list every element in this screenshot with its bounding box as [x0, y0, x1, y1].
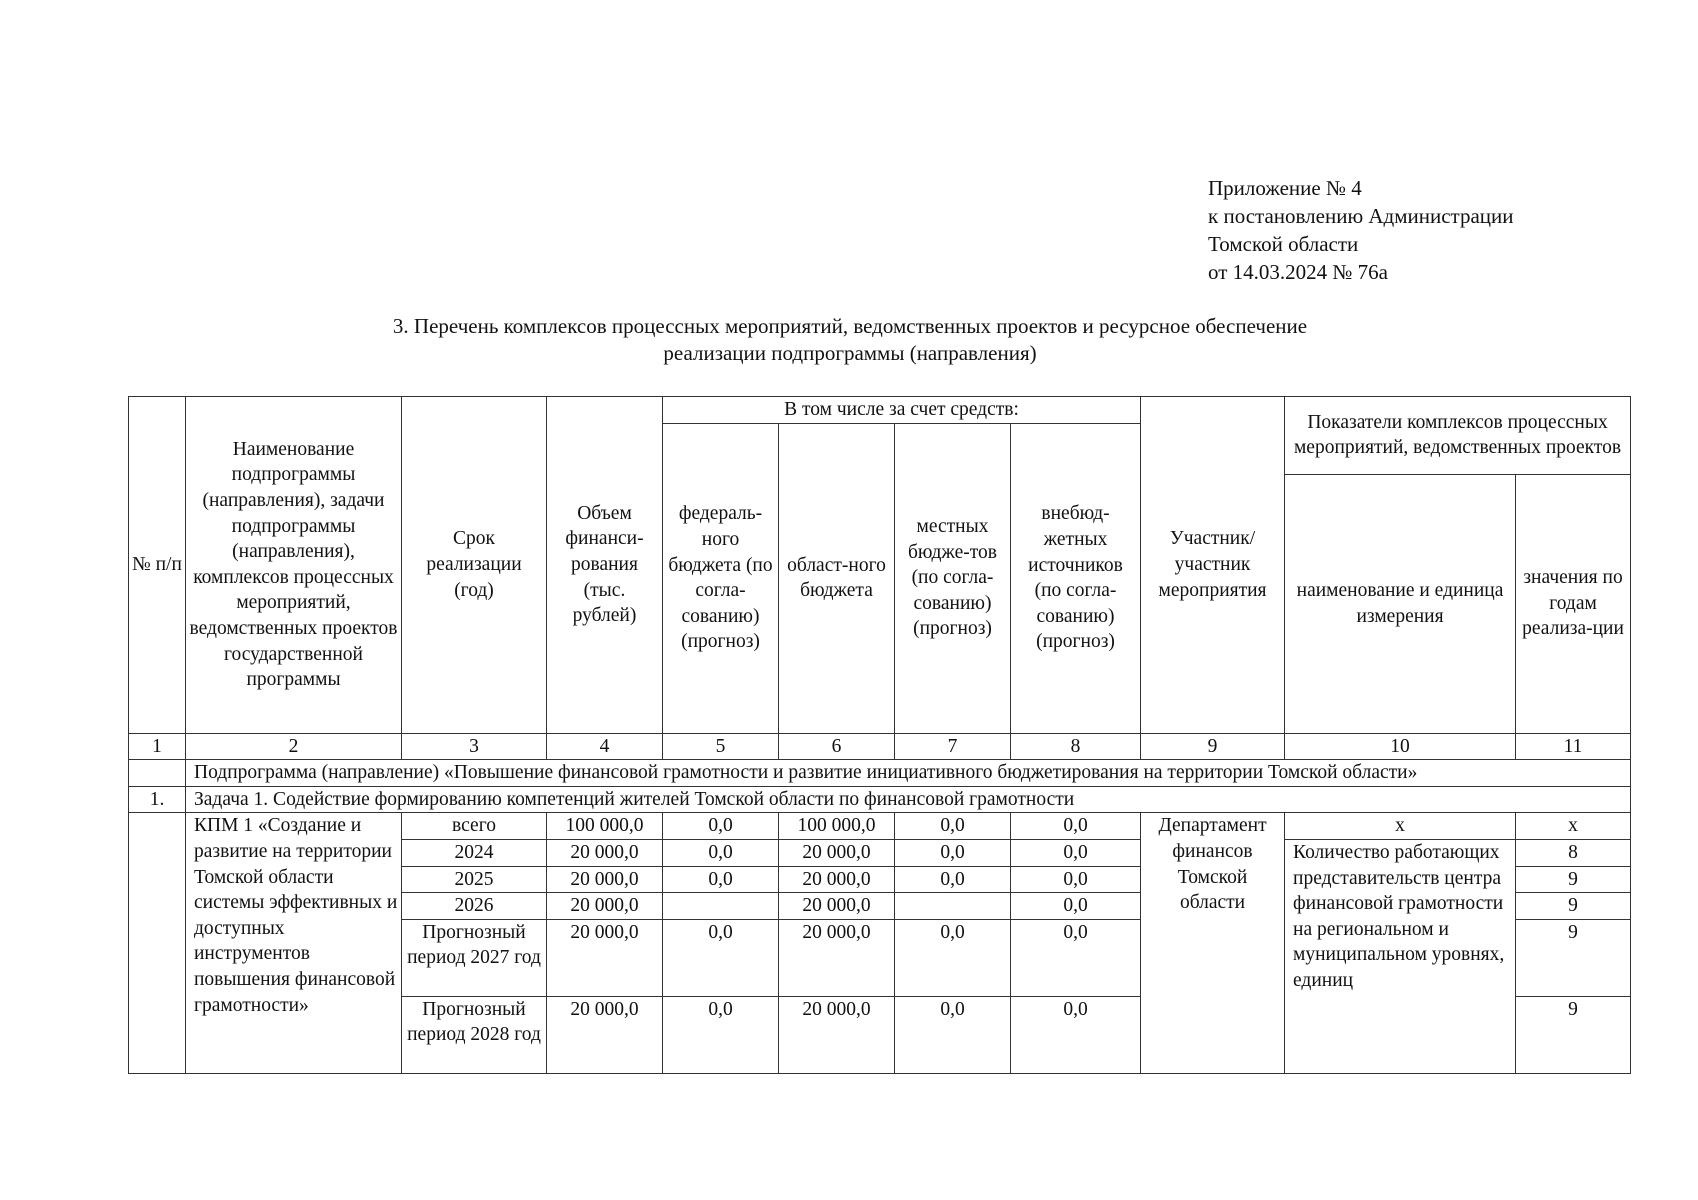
- regional-cell: 20 000,0: [779, 996, 895, 1073]
- indicator-value: 9: [1516, 893, 1631, 920]
- volume-cell: 20 000,0: [547, 839, 663, 866]
- header-federal: федераль-ного бюджета (по согла-сованию) (прогноз): [663, 423, 779, 733]
- local-cell: 0,0: [895, 996, 1011, 1073]
- subprogram-title: Подпрограмма (направление) «Повышение финансовой грамотности и развитие инициативного бюджетирования на территории Томской области»: [186, 760, 1631, 787]
- term-cell: Прогнозный период 2028 год: [402, 996, 547, 1073]
- kpm-name: КПМ 1 «Создание и развитие на территории Томской области системы эффективных и доступных инструментов повышения финансовой грамотности»: [186, 813, 402, 1073]
- indicator-value: 9: [1516, 919, 1631, 996]
- volume-cell: 20 000,0: [547, 866, 663, 893]
- heading-line: реализации подпрограммы (направления): [663, 341, 1037, 365]
- extra-cell: 0,0: [1011, 839, 1141, 866]
- participant-cell: Департамент финансов Томской области: [1141, 813, 1285, 1073]
- header-regional: област-ного бюджета: [779, 423, 895, 733]
- term-cell: 2025: [402, 866, 547, 893]
- indicator-value: 9: [1516, 996, 1631, 1073]
- federal-cell: 0,0: [663, 839, 779, 866]
- empty-cell: [129, 813, 186, 1073]
- document-heading: [200, 313, 1500, 367]
- federal-cell: 0,0: [663, 996, 779, 1073]
- header-volume: Объем финанси-рования (тыс. рублей): [547, 397, 663, 734]
- header-num: № п/п: [129, 397, 186, 734]
- appendix-line: Томской области: [1208, 232, 1359, 256]
- appendix-block: [1208, 174, 1514, 286]
- column-number: 2: [186, 733, 402, 760]
- regional-cell: 100 000,0: [779, 813, 895, 840]
- regional-cell: 20 000,0: [779, 919, 895, 996]
- extra-cell: 0,0: [1011, 919, 1141, 996]
- appendix-line: Приложение № 4: [1208, 176, 1362, 200]
- local-cell: 0,0: [895, 813, 1011, 840]
- column-number: 10: [1285, 733, 1516, 760]
- indicator-name: Количество работающих представительств центра финансовой грамотности на региональном и муниципальном уровнях, единиц: [1285, 839, 1516, 1073]
- header-including: В том числе за счет средств:: [663, 397, 1141, 424]
- volume-cell: 20 000,0: [547, 919, 663, 996]
- measures-table: [128, 396, 1631, 1074]
- appendix-line: к постановлению Администрации: [1208, 204, 1514, 228]
- volume-cell: 100 000,0: [547, 813, 663, 840]
- extra-cell: 0,0: [1011, 893, 1141, 920]
- column-number: 11: [1516, 733, 1631, 760]
- federal-cell: 0,0: [663, 813, 779, 840]
- local-cell: 0,0: [895, 866, 1011, 893]
- header-term: Срок реализации (год): [402, 397, 547, 734]
- column-number: 5: [663, 733, 779, 760]
- term-cell: всего: [402, 813, 547, 840]
- federal-cell: 0,0: [663, 919, 779, 996]
- indicator-value: 8: [1516, 839, 1631, 866]
- federal-cell: 0,0: [663, 866, 779, 893]
- indicator-total-value: х: [1516, 813, 1631, 840]
- header-local: местных бюдже-тов (по согла-сованию) (прогноз): [895, 423, 1011, 733]
- term-cell: 2024: [402, 839, 547, 866]
- regional-cell: 20 000,0: [779, 866, 895, 893]
- header-extra: внебюд-жетных источников (по согла-сованию) (прогноз): [1011, 423, 1141, 733]
- header-participant: Участник/ участник мероприятия: [1141, 397, 1285, 734]
- federal-cell: [663, 893, 779, 920]
- term-cell: 2026: [402, 893, 547, 920]
- volume-cell: 20 000,0: [547, 996, 663, 1073]
- heading-line: 3. Перечень комплексов процессных мероприятий, ведомственных проектов и ресурсное обеспечение: [392, 314, 1308, 338]
- appendix-line: от 14.03.2024 № 76а: [1208, 260, 1389, 284]
- indicator-total: х: [1285, 813, 1516, 840]
- indicator-value: 9: [1516, 866, 1631, 893]
- header-indicators: Показатели комплексов процессных мероприятий, ведомственных проектов: [1285, 397, 1631, 475]
- local-cell: 0,0: [895, 919, 1011, 996]
- extra-cell: 0,0: [1011, 813, 1141, 840]
- column-number: 1: [129, 733, 186, 760]
- empty-cell: [129, 760, 186, 787]
- column-number: 7: [895, 733, 1011, 760]
- local-cell: 0,0: [895, 839, 1011, 866]
- local-cell: [895, 893, 1011, 920]
- regional-cell: 20 000,0: [779, 839, 895, 866]
- column-number: 8: [1011, 733, 1141, 760]
- header-name: Наименование подпрограммы (направления), задачи подпрограммы (направления), комплексов процессных мероприятий, ведомственных проектов государственной программы: [186, 397, 402, 734]
- term-cell: Прогнозный период 2027 год: [402, 919, 547, 996]
- task-number: 1.: [129, 786, 186, 813]
- regional-cell: 20 000,0: [779, 893, 895, 920]
- extra-cell: 0,0: [1011, 996, 1141, 1073]
- column-number: 3: [402, 733, 547, 760]
- header-indicator-name: наименование и единица измерения: [1285, 474, 1516, 733]
- extra-cell: 0,0: [1011, 866, 1141, 893]
- column-number: 6: [779, 733, 895, 760]
- volume-cell: 20 000,0: [547, 893, 663, 920]
- task-title: Задача 1. Содействие формированию компетенций жителей Томской области по финансовой грамотности: [186, 786, 1631, 813]
- column-number: 9: [1141, 733, 1285, 760]
- column-number: 4: [547, 733, 663, 760]
- header-indicator-values: значения по годам реализа-ции: [1516, 474, 1631, 733]
